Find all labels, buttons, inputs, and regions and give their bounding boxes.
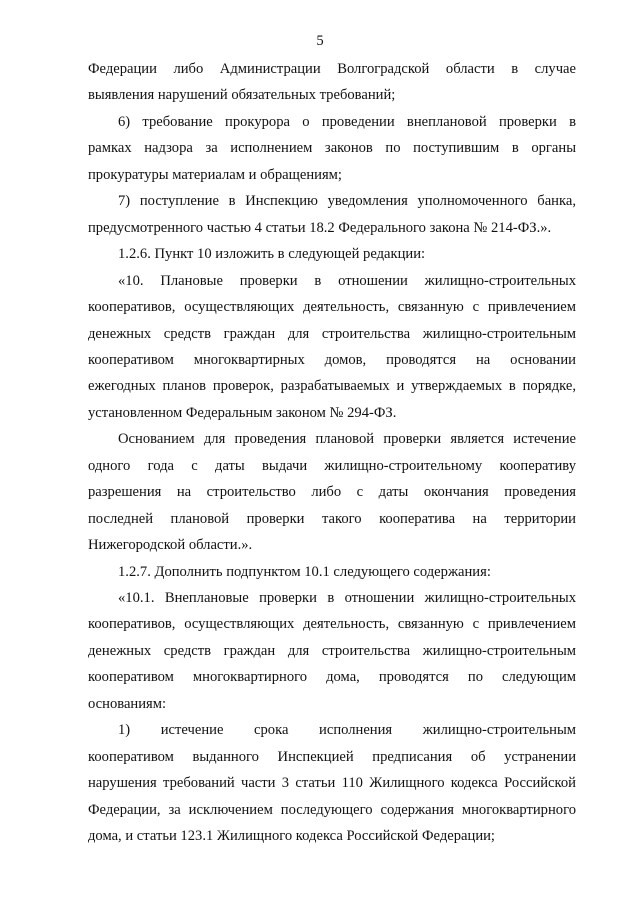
- text-line: кооперативов, осуществляющих деятельность, связанную с привлечением: [88, 616, 576, 633]
- text-line: кооперативом выданного Инспекцией предписания об устранении: [88, 748, 576, 765]
- text-line: разрешения на строительство либо с даты окончания проведения: [88, 484, 576, 501]
- text-line: выявления нарушений обязательных требований;: [88, 87, 396, 104]
- text-line: «10.1. Внеплановые проверки в отношении жилищно-строительных: [118, 590, 576, 606]
- text-line: 1.2.7. Дополнить подпунктом 10.1 следующего содержания:: [118, 563, 491, 580]
- text-line: одного года с даты выдачи жилищно-строительному кооперативу: [88, 457, 576, 474]
- text-line: нарушения требований части 3 статьи 110 Жилищного кодекса Российской: [88, 775, 576, 792]
- text-line: установленном Федеральным законом № 294-ФЗ.: [88, 404, 397, 421]
- text-line: последней плановой проверки такого кооператива на территории: [88, 510, 576, 527]
- text-line: Федерации, за исключением последующего содержания многоквартирного: [88, 801, 576, 818]
- text-line: 6) требование прокурора о проведении внеплановой проверки в: [118, 113, 576, 130]
- text-line: ежегодных планов проверок, разрабатываемых и утверждаемых в порядке,: [88, 378, 576, 395]
- text-line: 1.2.6. Пункт 10 изложить в следующей редакции:: [118, 246, 426, 263]
- text-line: «10. Плановые проверки в отношении жилищно-строительных: [118, 272, 576, 289]
- text-line: Основанием для проведения плановой проверки является истечение: [118, 431, 576, 448]
- text-line: дома, и статьи 123.1 Жилищного кодекса Российской Федерации;: [88, 828, 495, 845]
- text-line: денежных средств граждан для строительства жилищно-строительным: [88, 325, 576, 342]
- text-line: Нижегородской области.».: [88, 537, 253, 554]
- text-line: кооперативом многоквартирного дома, проводятся по следующим: [88, 669, 576, 686]
- text-line: 7) поступление в Инспекцию уведомления уполномоченного банка,: [118, 193, 576, 210]
- text-line: кооперативом многоквартирных домов, проводятся на основании: [88, 351, 576, 368]
- text-line: кооперативов, осуществляющих деятельность, связанную с привлечением: [88, 299, 576, 316]
- text-line: Федерации либо Администрации Волгоградской области в случае: [88, 61, 576, 77]
- text-line: предусмотренного частью 4 статьи 18.2 Федерального закона № 214-ФЗ.».: [88, 219, 552, 236]
- text-line: прокуратуры материалам и обращениям;: [88, 166, 342, 183]
- text-line: 1) истечение срока исполнения жилищно-строительным: [118, 722, 576, 739]
- text-line: рамках надзора за исполнением законов по поступившим в органы: [88, 140, 576, 157]
- text-line: основаниям:: [88, 695, 167, 712]
- text-line: денежных средств граждан для строительства жилищно-строительным: [88, 642, 576, 659]
- page-number: 5: [316, 33, 324, 49]
